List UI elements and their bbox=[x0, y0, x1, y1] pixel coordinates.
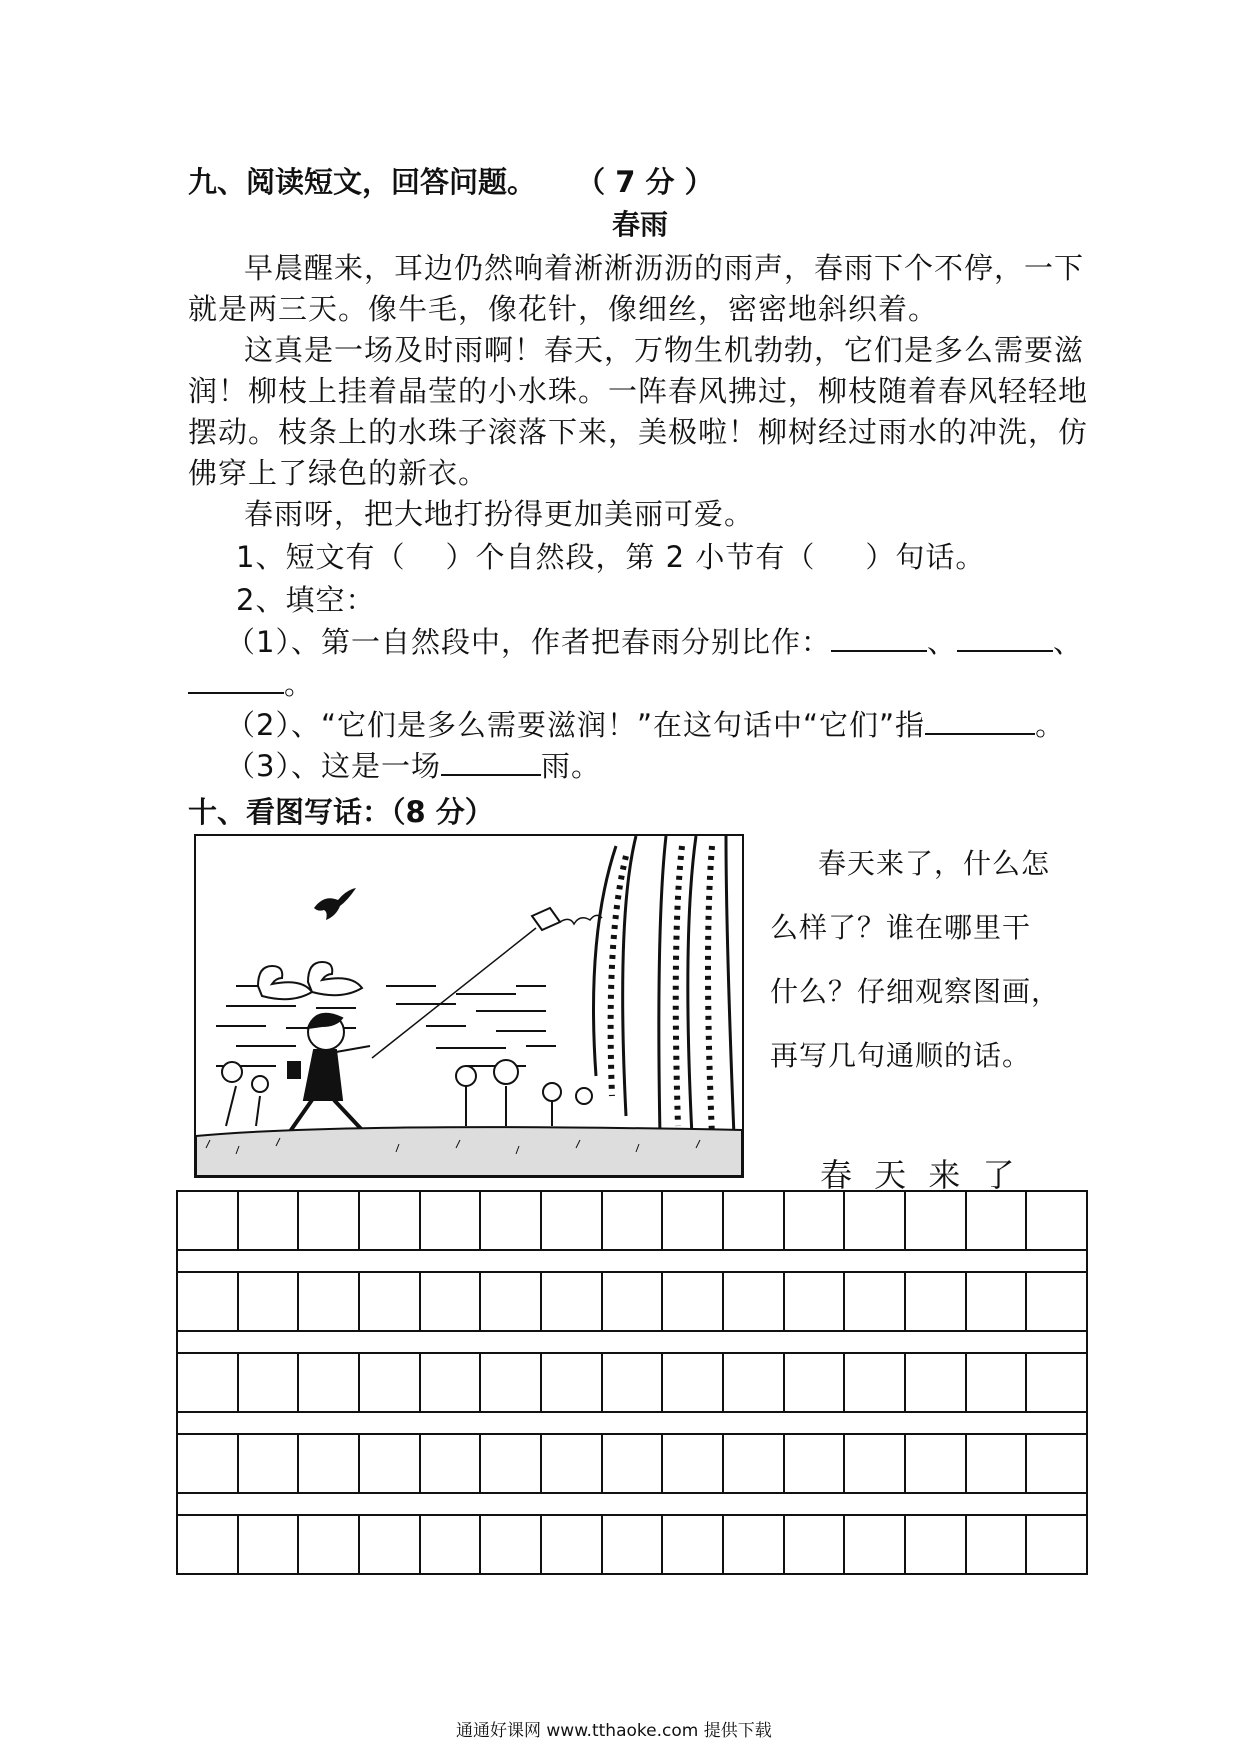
grid-cell[interactable] bbox=[603, 1516, 664, 1573]
grid-cell[interactable] bbox=[421, 1273, 482, 1330]
question-2-3 bbox=[226, 744, 601, 785]
question-2: 2、填空： bbox=[236, 583, 376, 617]
grid-cell[interactable] bbox=[785, 1435, 846, 1492]
grid-cell[interactable] bbox=[178, 1354, 239, 1411]
grid-cell[interactable] bbox=[724, 1435, 785, 1492]
grid-row-spacer bbox=[176, 1492, 1088, 1514]
grid-row bbox=[176, 1433, 1088, 1492]
grid-cell[interactable] bbox=[421, 1516, 482, 1573]
grid-cell[interactable] bbox=[845, 1273, 906, 1330]
grid-row bbox=[176, 1514, 1088, 1573]
grid-cell[interactable] bbox=[178, 1273, 239, 1330]
grid-cell[interactable] bbox=[1027, 1435, 1088, 1492]
answer-blank-4[interactable] bbox=[925, 709, 1035, 735]
section-9-heading bbox=[188, 160, 714, 201]
separator-2: 、 bbox=[1052, 625, 1083, 659]
flowers-icon bbox=[222, 1060, 592, 1126]
grid-cell[interactable] bbox=[663, 1435, 724, 1492]
grid-cell[interactable] bbox=[360, 1273, 421, 1330]
grid-cell[interactable] bbox=[603, 1354, 664, 1411]
grid-cell[interactable] bbox=[360, 1435, 421, 1492]
grid-cell[interactable] bbox=[481, 1435, 542, 1492]
grid-cell[interactable] bbox=[663, 1273, 724, 1330]
grid-cell[interactable] bbox=[1027, 1354, 1088, 1411]
grid-cell[interactable] bbox=[906, 1354, 967, 1411]
question-2-1-end: 。 bbox=[284, 667, 315, 701]
grid-cell[interactable] bbox=[481, 1354, 542, 1411]
boy-flying-kite-icon bbox=[284, 1014, 370, 1140]
grid-cell[interactable] bbox=[906, 1192, 967, 1249]
grid-row bbox=[176, 1271, 1088, 1330]
paragraph-1-line-1: 早晨醒来，耳边仍然响着淅淅沥沥的雨声，春雨下个不停，一下 bbox=[244, 251, 1085, 285]
grid-cell[interactable] bbox=[603, 1273, 664, 1330]
paragraph-2-line-2: 润！柳枝上挂着晶莹的小水珠。一阵春风拂过，柳枝随着春风轻轻地 bbox=[188, 374, 1089, 408]
grid-cell[interactable] bbox=[481, 1192, 542, 1249]
separator-1: 、 bbox=[926, 625, 957, 659]
grid-cell[interactable] bbox=[906, 1516, 967, 1573]
grid-cell[interactable] bbox=[421, 1192, 482, 1249]
grid-cell[interactable] bbox=[663, 1192, 724, 1249]
grid-cell[interactable] bbox=[724, 1354, 785, 1411]
question-1-part-b: ）个自然段，第 2 小节有（ bbox=[445, 540, 816, 574]
grid-cell[interactable] bbox=[845, 1516, 906, 1573]
grid-cell[interactable] bbox=[481, 1516, 542, 1573]
grid-cell[interactable] bbox=[724, 1192, 785, 1249]
grid-cell[interactable] bbox=[967, 1354, 1028, 1411]
prompt-line-2: 么样了？谁在哪里干 bbox=[770, 911, 1032, 944]
grid-cell[interactable] bbox=[1027, 1516, 1088, 1573]
grid-cell[interactable] bbox=[785, 1516, 846, 1573]
passage-title: 春雨 bbox=[612, 208, 669, 241]
grid-cell[interactable] bbox=[603, 1192, 664, 1249]
grid-cell[interactable] bbox=[178, 1435, 239, 1492]
question-2-2 bbox=[226, 703, 1065, 744]
grid-cell[interactable] bbox=[845, 1354, 906, 1411]
question-1-part-c: ）句话。 bbox=[865, 540, 986, 574]
grid-cell[interactable] bbox=[360, 1354, 421, 1411]
grid-cell[interactable] bbox=[845, 1435, 906, 1492]
grid-cell[interactable] bbox=[299, 1192, 360, 1249]
grid-cell[interactable] bbox=[239, 1516, 300, 1573]
grid-cell[interactable] bbox=[967, 1435, 1028, 1492]
grid-cell[interactable] bbox=[906, 1273, 967, 1330]
grid-bottom-border bbox=[176, 1573, 1088, 1575]
question-2-1-text: （1）、第一自然段中，作者把春雨分别比作： bbox=[226, 625, 831, 659]
question-2-2-text: （2）、“它们是多么需要滋润！”在这句话中“它们”指 bbox=[226, 708, 926, 742]
grid-row-spacer bbox=[176, 1330, 1088, 1352]
grid-cell[interactable] bbox=[1027, 1192, 1088, 1249]
grid-cell[interactable] bbox=[239, 1273, 300, 1330]
grid-cell[interactable] bbox=[663, 1516, 724, 1573]
grid-cell[interactable] bbox=[542, 1516, 603, 1573]
grid-cell[interactable] bbox=[542, 1192, 603, 1249]
composition-title: 春 天 来 了 bbox=[820, 1156, 1021, 1194]
grid-cell[interactable] bbox=[299, 1273, 360, 1330]
answer-blank-5[interactable] bbox=[441, 750, 541, 776]
grid-cell[interactable] bbox=[967, 1192, 1028, 1249]
grid-row-spacer bbox=[176, 1249, 1088, 1271]
grid-cell[interactable] bbox=[239, 1354, 300, 1411]
grid-row bbox=[176, 1190, 1088, 1249]
section-9-score: （ 7 分 ） bbox=[576, 165, 714, 199]
paragraph-2-line-4: 佛穿上了绿色的新衣。 bbox=[188, 456, 489, 490]
grid-cell[interactable] bbox=[967, 1516, 1028, 1573]
grid-cell[interactable] bbox=[421, 1354, 482, 1411]
question-2-3-text: （3）、这是一场 bbox=[226, 749, 441, 783]
grid-cell[interactable] bbox=[603, 1435, 664, 1492]
grid-cell[interactable] bbox=[481, 1273, 542, 1330]
grid-cell[interactable] bbox=[299, 1516, 360, 1573]
question-2-2-end: 。 bbox=[1035, 708, 1066, 742]
duck-icon bbox=[258, 962, 362, 999]
grid-cell[interactable] bbox=[299, 1354, 360, 1411]
grid-cell[interactable] bbox=[845, 1192, 906, 1249]
grid-cell[interactable] bbox=[1027, 1273, 1088, 1330]
question-1-part-a: 1、短文有（ bbox=[236, 540, 406, 574]
grid-row bbox=[176, 1352, 1088, 1411]
grid-cell[interactable] bbox=[785, 1273, 846, 1330]
grid-cell[interactable] bbox=[360, 1516, 421, 1573]
kite-icon bbox=[532, 908, 602, 930]
grid-cell[interactable] bbox=[299, 1435, 360, 1492]
grid-row-spacer bbox=[176, 1411, 1088, 1433]
prompt-line-1: 春天来了，什么怎 bbox=[818, 847, 1051, 880]
answer-blank-2[interactable] bbox=[957, 626, 1053, 652]
grid-cell[interactable] bbox=[785, 1192, 846, 1249]
question-2-1 bbox=[226, 620, 1083, 661]
grid-cell[interactable] bbox=[239, 1435, 300, 1492]
answer-blank-3[interactable] bbox=[188, 668, 284, 694]
paragraph-2-line-3: 摆动。枝条上的水珠子滚落下来，美极啦！柳树经过雨水的冲洗，仿 bbox=[188, 415, 1089, 449]
grid-cell[interactable] bbox=[239, 1192, 300, 1249]
grid-cell[interactable] bbox=[542, 1435, 603, 1492]
paragraph-3-line-1: 春雨呀，把大地打扮得更加美丽可爱。 bbox=[244, 497, 755, 531]
swallow-bird-icon bbox=[314, 888, 356, 920]
question-2-3-end: 雨。 bbox=[540, 749, 601, 783]
question-2-1-continued bbox=[188, 662, 314, 703]
grid-cell[interactable] bbox=[178, 1516, 239, 1573]
grid-cell[interactable] bbox=[542, 1354, 603, 1411]
grid-cell[interactable] bbox=[542, 1273, 603, 1330]
grid-cell[interactable] bbox=[906, 1435, 967, 1492]
question-1 bbox=[236, 535, 985, 576]
footer-text: 通通好课网 www.tthaoke.com 提供下载 bbox=[456, 1721, 772, 1741]
paragraph-2-line-1: 这真是一场及时雨啊！春天，万物生机勃勃，它们是多么需要滋 bbox=[244, 333, 1085, 367]
grid-cell[interactable] bbox=[724, 1516, 785, 1573]
willow-tree-icon bbox=[594, 836, 735, 1136]
grid-cell[interactable] bbox=[724, 1273, 785, 1330]
grid-cell[interactable] bbox=[967, 1273, 1028, 1330]
grid-cell[interactable] bbox=[663, 1354, 724, 1411]
grid-cell[interactable] bbox=[360, 1192, 421, 1249]
section-10-heading: 十、看图写话：（8 分） bbox=[188, 795, 494, 829]
grid-cell[interactable] bbox=[421, 1435, 482, 1492]
grid-cell[interactable] bbox=[785, 1354, 846, 1411]
prompt-line-3: 什么？仔细观察图画， bbox=[770, 975, 1061, 1008]
answer-blank-1[interactable] bbox=[831, 626, 927, 652]
prompt-line-4: 再写几句通顺的话。 bbox=[770, 1039, 1032, 1072]
grid-cell[interactable] bbox=[178, 1192, 239, 1249]
writing-grid bbox=[176, 1190, 1088, 1575]
section-9-heading-text: 九、阅读短文，回答问题。 bbox=[188, 165, 537, 199]
paragraph-1-line-2: 就是两三天。像牛毛，像花针，像细丝，密密地斜织着。 bbox=[188, 292, 939, 326]
spring-kite-illustration bbox=[194, 834, 744, 1178]
